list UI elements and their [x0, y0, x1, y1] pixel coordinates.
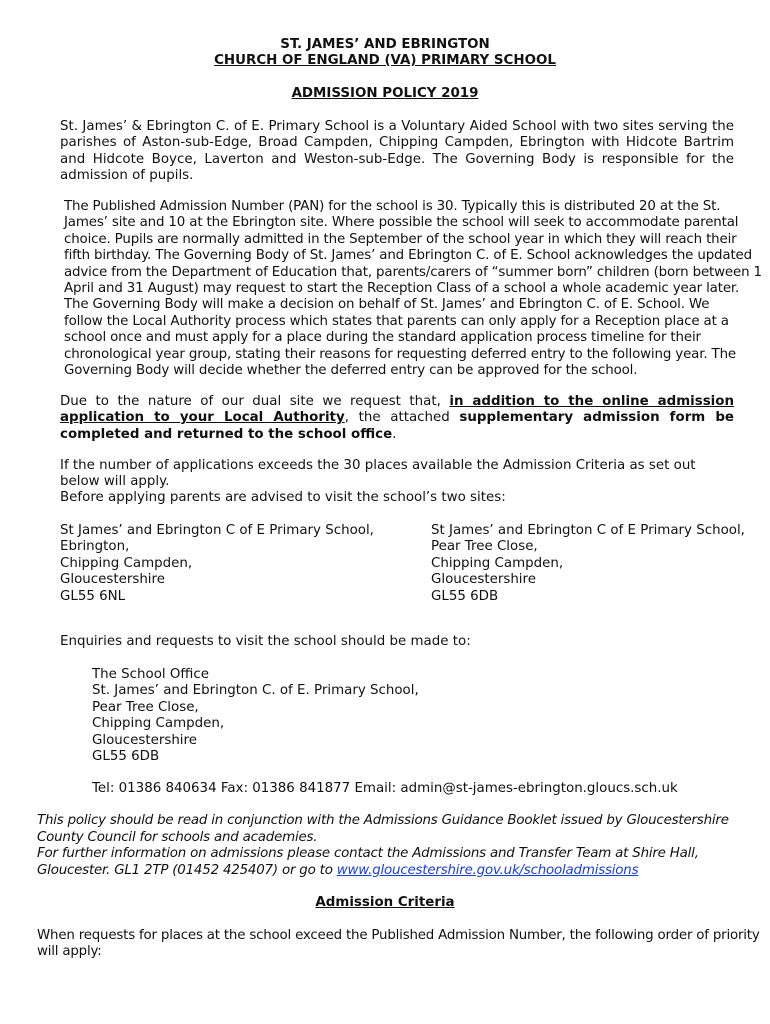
address-line: GL55 6DB [431, 588, 499, 604]
guidance-note [37, 813, 747, 879]
guidance-line: This policy should be read in conjunction with the Admissions Guidance Booklet issued by Gloucestershire [37, 813, 729, 828]
address-line: Chipping Campden, [431, 555, 564, 571]
address-line: Gloucestershire [92, 732, 197, 748]
enquiries-paragraph: Enquiries and requests to visit the school should be made to: [60, 634, 471, 649]
pan-line: fifth birthday. The Governing Body of St. James’ and Ebrington C. of E. School acknowledges the updated [64, 248, 752, 264]
address-line: St James’ and Ebrington C of E Primary School, [60, 523, 374, 538]
pan-line: April and 31 August) may request to start the Reception Class of a school a whole academic year later. [64, 281, 740, 297]
pan-line: chronological year group, stating their reasons for requesting deferred entry to the following year. The [64, 346, 737, 362]
intro-paragraph: St. James’ & Ebrington C. of E. Primary School is a Voluntary Aided School with two sites serving the parishes of Aston-sub-Edge, Broad Campden, Chipping Campden, Ebrington with Hidcote Bartrim and Hidcote Boyce, Laverton and Weston-sub-Edge. The Governing Body is responsible for the admission of pupils. [60, 119, 734, 184]
address-line: St James’ and Ebrington C of E Primary School, [431, 523, 745, 538]
address-line: Chipping Campden, [60, 555, 193, 571]
address-line: GL55 6DB [92, 749, 160, 765]
address-line: Chipping Campden, [92, 716, 225, 732]
visit-paragraph: Before applying parents are advised to visit the school’s two sites: [60, 490, 506, 505]
address-line: Ebrington, [60, 539, 130, 555]
pan-paragraph [64, 199, 762, 379]
address-line: The School Office [92, 667, 209, 682]
pan-line: Governing Body will decide whether the deferred entry can be approved for the school. [64, 363, 638, 379]
guidance-line: For further information on admissions please contact the Admissions and Transfer Team at Shire Hall, [37, 846, 699, 862]
guidance-line [37, 863, 747, 880]
site-address-pear-tree [431, 523, 751, 605]
criteria-intro-line: will apply: [37, 944, 102, 960]
school-name-line-2: CHURCH OF ENGLAND (VA) PRIMARY SCHOOL [214, 53, 556, 68]
admission-criteria-heading: Admission Criteria [315, 895, 455, 910]
pan-line: follow the Local Authority process which states that parents can only apply for a Reception place at a [64, 313, 729, 329]
admissions-website-link[interactable]: www.gloucestershire.gov.uk/schooladmissions [336, 862, 639, 878]
criteria-intro [37, 928, 760, 961]
online-application-emphasis: in addition to the online admission application to your Local Authority [60, 394, 735, 426]
school-name-line-1: ST. JAMES’ AND EBRINGTON [280, 37, 490, 52]
pan-line: advice from the Department of Education that, parents/carers of “summer born” children (born between 1 [64, 264, 762, 280]
address-line: St. James’ and Ebrington C. of E. Primary School, [92, 683, 419, 699]
dual-site-prefix: Due to the nature of our dual site we request that, [60, 394, 450, 409]
pan-line: James’ site and 10 at the Ebrington site. Where possible the school will seek to accommodate parental [64, 215, 739, 231]
school-office-address [92, 667, 592, 765]
pan-line: choice. Pupils are normally admitted in the September of the school year in which they will reach their [64, 231, 737, 247]
contact-details: Tel: 01386 840634 Fax: 01386 841877 Email: admin@st-james-ebrington.gloucs.sch.uk [92, 781, 678, 796]
dual-site-suffix: . [392, 426, 397, 442]
address-line: Pear Tree Close, [92, 699, 199, 715]
dual-site-middle: , the attached [344, 410, 460, 426]
policy-title: ADMISSION POLICY 2019 [291, 86, 479, 101]
address-line: Gloucestershire [431, 572, 536, 588]
guidance-line: County Council for schools and academies. [37, 829, 318, 845]
criteria-intro-line: When requests for places at the school exceed the Published Admission Number, the following order of priority [37, 928, 760, 943]
guidance-line-prefix: Gloucester. GL1 2TP (01452 425407) or go to [37, 862, 337, 878]
dual-site-paragraph [60, 394, 734, 443]
site-address-ebrington [60, 523, 400, 605]
address-line: Pear Tree Close, [431, 539, 538, 555]
applications-paragraph: If the number of applications exceeds the 30 places available the Admission Criteria as set out below will apply. [60, 458, 696, 490]
supplementary-form-emphasis: supplementary admission form be completed and returned to the school office [60, 410, 734, 442]
pan-line: The Published Admission Number (PAN) for the school is 30. Typically this is distributed 20 at the St. [64, 199, 721, 214]
address-line: Gloucestershire [60, 572, 165, 588]
pan-line: The Governing Body will make a decision on behalf of St. James’ and Ebrington C. of E. School. We [64, 297, 710, 313]
address-line: GL55 6NL [60, 588, 126, 604]
pan-line: school once and must apply for a place during the standard application process timeline for their [64, 330, 701, 346]
